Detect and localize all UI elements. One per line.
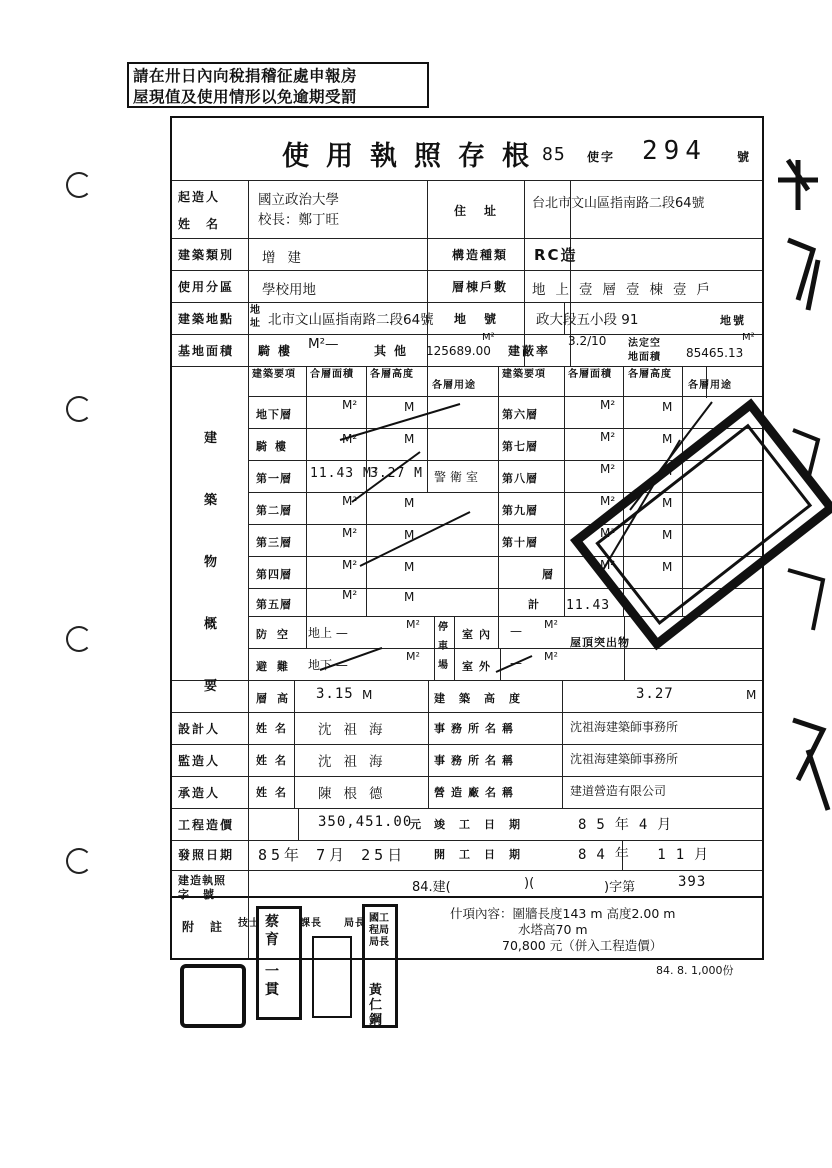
open-space-unit: M² — [742, 332, 755, 343]
lot-label: 地號 — [454, 312, 515, 326]
refuge-label: 避難 — [256, 660, 298, 673]
floor-4-label: 第四層 — [256, 568, 292, 581]
outdoor-value: — — [510, 656, 522, 670]
refuge-below: 地下 — — [308, 658, 348, 672]
contractor-firm: 建道營造有限公司 — [570, 784, 667, 798]
owner-name: 國立政治大學 — [258, 192, 339, 208]
floor-8-label: 第八層 — [502, 472, 538, 485]
designer-office-label: 事務所名稱 — [434, 722, 519, 735]
floor-extra-height: M — [662, 560, 673, 574]
refuge-unit: M² — [406, 650, 420, 663]
total-area: 11.43 — [566, 598, 611, 613]
owner-representative: 校長：鄭丁旺 — [258, 212, 339, 228]
floor-1-label: 第一層 — [256, 472, 292, 485]
start-date: 84年 11月 — [578, 847, 719, 863]
outdoor-unit: M² — [544, 650, 558, 663]
supervisor-office-label: 事務所名稱 — [434, 754, 519, 767]
building-height-label: 建築高度 — [434, 692, 534, 705]
indoor-unit: M² — [544, 618, 558, 631]
owner-address: 台北市文山區指南路二段64號 — [532, 196, 705, 211]
seal-stamp — [180, 964, 246, 1028]
floor-basement-height: M — [404, 400, 415, 414]
director-stamp-title: 國工程局局長 — [369, 913, 389, 948]
storey-height-label: 層高 — [256, 692, 298, 705]
coverage-value: 3.2/10 — [568, 334, 607, 348]
supervisor-name-label: 姓名 — [256, 754, 294, 767]
floor-arcade-label: 騎樓 — [256, 440, 294, 453]
other-area-unit: M² — [482, 332, 495, 343]
permit-label2: 字號 — [178, 888, 228, 901]
floor-6-area: M² — [600, 398, 616, 412]
floors-label: 層棟戶數 — [452, 280, 509, 294]
building-summary-char: 築 — [204, 493, 220, 508]
site-address: 北市文山區指南路二段64號 — [268, 312, 434, 328]
note-label: 附註 — [182, 920, 239, 934]
note-line3: 70,800 元（併入工程造價） — [502, 938, 663, 953]
issue-date-label: 發照日期 — [178, 848, 235, 862]
floor-extra-area: M² — [600, 558, 616, 572]
building-summary-char: 物 — [204, 555, 220, 570]
floor-2-height: M — [404, 496, 415, 510]
owner-address-label: 住址 — [454, 204, 515, 218]
owner-name-label: 姓名 — [178, 217, 235, 231]
tax-notice-line2: 屋現值及使用情形以免逾期受罰 — [133, 88, 358, 106]
signature-stamp-text2: 一貫 — [265, 964, 281, 998]
license-number: 294 — [642, 136, 707, 166]
floor-9-height: M — [662, 496, 673, 510]
floor-8-height: M — [662, 464, 673, 478]
tax-notice-line1: 請在卅日內向稅捐稽征處申報房 — [133, 67, 358, 85]
floor-7-label: 第七層 — [502, 440, 538, 453]
owner-label: 起造人 — [178, 190, 221, 204]
stamp-label-section-chief: 課長 — [300, 918, 322, 929]
contractor-name-label: 姓名 — [256, 786, 294, 799]
header-use-left: 各層用途 — [432, 380, 476, 391]
designer-office: 沈祖海建築師事務所 — [570, 720, 679, 734]
building-height-unit: M — [746, 688, 757, 702]
designer-name: 沈祖海 — [318, 722, 395, 738]
floors-value: 地上壹層壹棟壹戶 — [532, 282, 720, 298]
building-summary-char: 建 — [204, 431, 220, 446]
stamp-label-director: 局長 — [344, 918, 366, 929]
stamp-label-technician: 技士 — [238, 918, 260, 929]
floor-1-area: 11.43 M² — [310, 466, 381, 481]
permit-prefix: 84.建( — [412, 880, 451, 895]
floor-arcade-height: M — [404, 432, 415, 446]
parking-label: 停車場 — [438, 622, 449, 671]
floor-3-label: 第三層 — [256, 536, 292, 549]
structure-value: RC造 — [534, 246, 578, 264]
cost-value: 350,451.00 — [318, 814, 413, 830]
completion-label: 竣工日期 — [434, 818, 534, 831]
other-area-label: 其他 — [374, 344, 415, 358]
building-height-value: 3.27 — [636, 686, 674, 702]
floor-4-area: M² — [342, 558, 358, 572]
contractor-name: 陳根德 — [318, 786, 395, 802]
coverage-label: 建蔽率 — [508, 344, 551, 358]
supervisor-office: 沈祖海建築師事務所 — [570, 752, 679, 766]
signature-stamp — [256, 906, 302, 1020]
director-stamp — [362, 904, 398, 1028]
building-summary-char: 要 — [204, 679, 220, 694]
floor-7-area: M² — [600, 430, 616, 444]
floor-10-height: M — [662, 528, 673, 542]
license-prefix: 使字 — [587, 150, 616, 164]
category-label: 建築類別 — [178, 248, 235, 262]
note-line2: 水塔高70 m — [518, 922, 588, 937]
floor-4-height: M — [404, 560, 415, 574]
contractor-firm-label: 營造廠名稱 — [434, 786, 519, 799]
storey-height-unit: M — [362, 688, 373, 702]
header-area-right: 各層面積 — [568, 369, 612, 380]
lot-suffix: 地號 — [720, 314, 746, 327]
form-title: 使用執照存根 — [282, 141, 546, 172]
header-use-right: 各層用途 — [688, 380, 732, 391]
floor-9-label: 第九層 — [502, 504, 538, 517]
header-height-left: 各層高度 — [370, 369, 414, 380]
roof-projection-label: 屋頂突出物 — [570, 636, 630, 649]
permit-mid1: )( — [524, 876, 535, 891]
site-label: 建築地點 — [178, 312, 235, 326]
note-line1: 什項內容：圍牆長度143 m 高度2.00 m — [450, 906, 676, 921]
floor-3-area: M² — [342, 526, 358, 540]
cost-unit: 元 — [410, 818, 422, 831]
outdoor-label: 室外 — [462, 660, 496, 673]
floor-6-label: 第六層 — [502, 408, 538, 421]
floor-extra-label: 層 — [542, 568, 554, 581]
storey-height-value: 3.15 — [316, 686, 354, 702]
start-date-label: 開工日期 — [434, 848, 534, 861]
building-summary-char: 概 — [204, 617, 220, 632]
floor-5-area: M² — [342, 588, 358, 602]
floor-basement-area: M² — [342, 398, 358, 412]
designer-label: 設計人 — [178, 722, 221, 736]
header-area-left: 合層面積 — [310, 369, 354, 380]
supervisor-name: 沈祖海 — [318, 754, 395, 770]
permit-number: 393 — [678, 874, 707, 890]
zoning-label: 使用分區 — [178, 280, 235, 294]
air-raid-unit: M² — [406, 618, 420, 631]
completion-date: 85年4月 — [578, 817, 682, 833]
floor-9-area: M² — [600, 494, 616, 508]
signature-stamp — [312, 936, 352, 1018]
site-address-label: 地址 — [250, 305, 261, 329]
floor-2-area: M² — [342, 494, 358, 508]
header-item-right: 建築要項 — [502, 369, 546, 380]
floor-7-height: M — [662, 432, 673, 446]
license-suffix: 號 — [737, 150, 752, 164]
arcade-value: M²— — [308, 336, 339, 352]
supervisor-label: 監造人 — [178, 754, 221, 768]
structure-label: 構造種類 — [452, 248, 509, 262]
category-value: 增建 — [262, 250, 313, 266]
site-area-label: 基地面積 — [178, 344, 235, 358]
arcade-label: 騎樓 — [258, 344, 299, 358]
floor-arcade-area: M² — [342, 432, 358, 446]
open-space-label2: 地面積 — [628, 352, 661, 363]
floor-8-area: M² — [600, 462, 616, 476]
header-height-right: 各層高度 — [628, 369, 672, 380]
director-stamp-name: 黃仁鋼 — [369, 983, 383, 1028]
air-raid-label: 防空 — [256, 628, 298, 641]
floor-10-area: M² — [600, 526, 616, 540]
floor-10-label: 第十層 — [502, 536, 538, 549]
license-year: 85 — [542, 144, 566, 165]
floor-5-label: 第五層 — [256, 598, 292, 611]
issue-date: 85年 7月 25日 — [258, 846, 407, 864]
signature-stamp-text: 蔡育 — [265, 914, 281, 948]
floor-3-height: M — [404, 528, 415, 542]
zoning-value: 學校用地 — [262, 282, 316, 298]
floor-basement-label: 地下層 — [256, 408, 292, 421]
air-raid-above: 地上 — — [308, 626, 348, 640]
print-footer: 84. 8. 1,000份 — [656, 964, 734, 977]
floor-6-height: M — [662, 400, 673, 414]
total-label: 計 — [528, 598, 540, 611]
permit-label1: 建造執照 — [178, 874, 226, 887]
lot-value: 政大段五小段 91 — [536, 312, 639, 328]
designer-name-label: 姓名 — [256, 722, 294, 735]
floor-2-label: 第二層 — [256, 504, 292, 517]
header-item-left: 建築要項 — [252, 369, 296, 380]
permit-mid2: )字第 — [604, 880, 636, 895]
cost-label: 工程造價 — [178, 818, 235, 832]
floor-1-use: 警衛室 — [434, 470, 483, 484]
contractor-label: 承造人 — [178, 786, 221, 800]
open-space-label1: 法定空 — [628, 338, 661, 349]
other-area-value: 125689.00 — [426, 344, 491, 358]
indoor-value: — — [510, 624, 522, 638]
floor-5-height: M — [404, 590, 415, 604]
indoor-label: 室內 — [462, 628, 496, 641]
open-space-value: 85465.13 — [686, 346, 744, 360]
floor-1-height: 3.27 M — [370, 466, 423, 481]
